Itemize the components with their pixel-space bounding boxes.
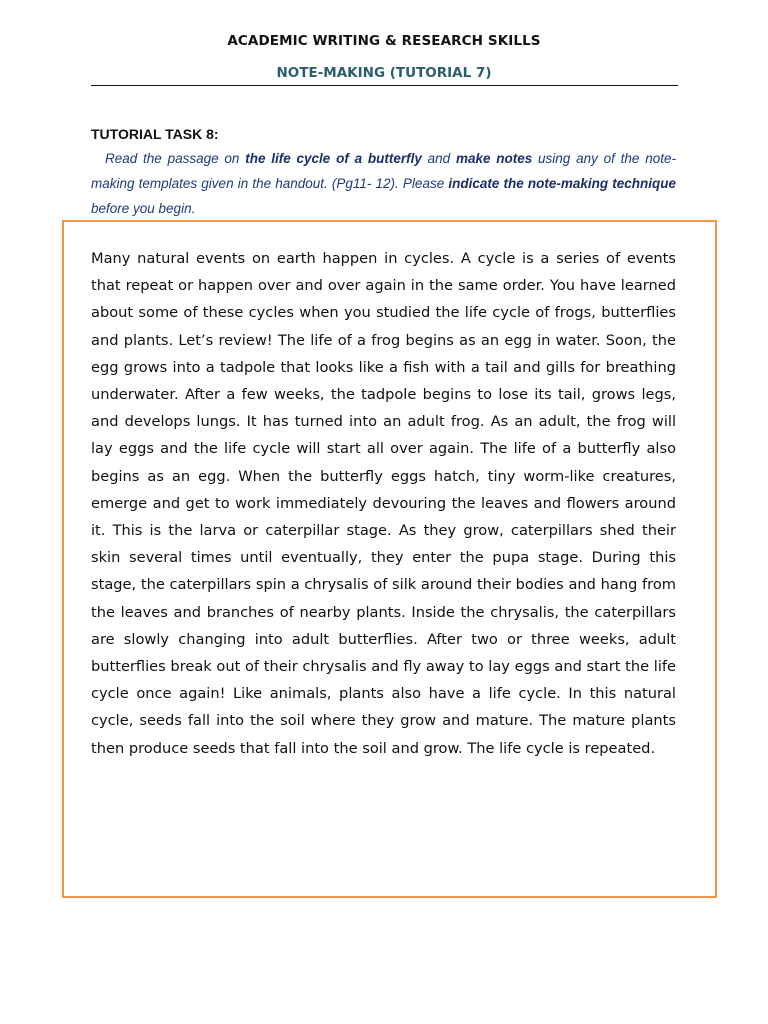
passage-text: Many natural events on earth happen in cycles. A cycle is a series of events that repeat or happen over and over again in the same order. You have learned about some of these cycles when you studied the life cycle of frogs, butterflies and plants. Let’s review! The life of a frog begins as an egg in water. Soon, the egg grows into a tadpole that looks like a fish with a tail and gills for breathing underwater. After a few weeks, the tadpole begins to lose its tail, grows legs, and develops lungs. It has turned into an adult frog. As an adult, the frog will lay eggs and the life cycle will start all over again. The life of a butterfly also begins as an egg. When the butterfly eggs hatch, tiny worm-like creatures, emerge and get to work immediately devouring the leaves and flowers around it. This is the larva or caterpillar stage. As they grow, caterpillars shed their skin several times until eventually, they enter the pupa stage. During this stage, the caterpillars spin a chrysalis of silk around their bodies and hang from the leaves and branches of nearby plants. Inside the chrysalis, the caterpillars are slowly changing into adult butterflies. After two or three weeks, adult butterflies break out of their chrysalis and fly away to lay eggs and start the life cycle once again! Like animals, plants also have a life cycle. In this natural cycle, seeds fall into the soil where they grow and mature. The mature plants then produce seeds that fall into the soil and grow. The life cycle is repeated. bbox=[91, 250, 676, 757]
document-title: ACADEMIC WRITING & RESEARCH SKILLS bbox=[227, 33, 541, 49]
instruction-text-1: Read the passage on bbox=[105, 151, 246, 166]
instruction-text-2: and bbox=[421, 151, 456, 166]
instruction-text-3: using any of the note-making templates given in the handout. (Pg11- 12). Please bbox=[91, 151, 676, 191]
document-subtitle: NOTE-MAKING (TUTORIAL 7) bbox=[276, 65, 492, 81]
header-divider bbox=[91, 85, 678, 86]
instruction-bold-technique: indicate the note-making technique bbox=[448, 176, 676, 191]
instruction-bold-action: make notes bbox=[455, 151, 533, 166]
task-instructions bbox=[91, 146, 676, 221]
instruction-text-4: before you begin. bbox=[91, 201, 196, 216]
instruction-bold-topic: the life cycle of a butterfly bbox=[245, 151, 422, 166]
task-heading: TUTORIAL TASK 8: bbox=[91, 126, 219, 142]
